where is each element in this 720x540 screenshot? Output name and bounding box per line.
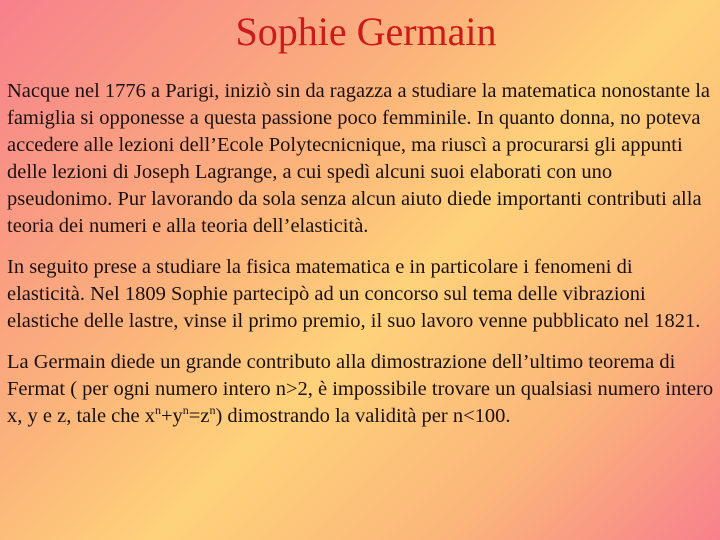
fermat-equals-z: =z (188, 405, 210, 427)
exponent-z: n (209, 403, 216, 418)
fermat-text-end: ) dimostrando la validità per n<100. (215, 405, 511, 427)
paragraph-biography: Nacque nel 1776 a Parigi, iniziò sin da ragazza a studiare la matematica nonostante la famiglia si opponesse a questa passione poco femminile. In quanto donna, no poteva accedere alle lezioni dell’Ecole Polytecnicnique, ma riuscì a procurarsi gli appunti delle lezioni di Joseph Lagrange, a cui spedì alcuni suoi elaborati con uno pseudonimo. Pur lavorando da sola senza alcun aiuto diede importanti contributi alla teoria dei numeri e alla teoria dell’elasticità. (7, 80, 710, 237)
fermat-text-start: La Germain diede un grande contributo alla dimostrazione dell’ultimo teorema di Fermat ( per ogni numero intero n>2, è impossibile trovare un qualsiasi numero intero x, y e z, tale che x (7, 351, 714, 427)
paragraph-fermat (7, 349, 715, 430)
exponent-y: n (182, 403, 189, 418)
slide-title: Sophie Germain (235, 9, 497, 54)
exponent-x: n (154, 403, 161, 418)
slide-body (7, 78, 715, 444)
paragraph-elasticity: In seguito prese a studiare la fisica matematica e in particolare i fenomeni di elasticità. Nel 1809 Sophie partecipò ad un concorso sul tema delle vibrazioni elastiche delle lastre, vinse il primo premio, il suo lavoro venne pubblicato nel 1821. (7, 256, 701, 332)
fermat-plus-y: +y (160, 405, 183, 427)
